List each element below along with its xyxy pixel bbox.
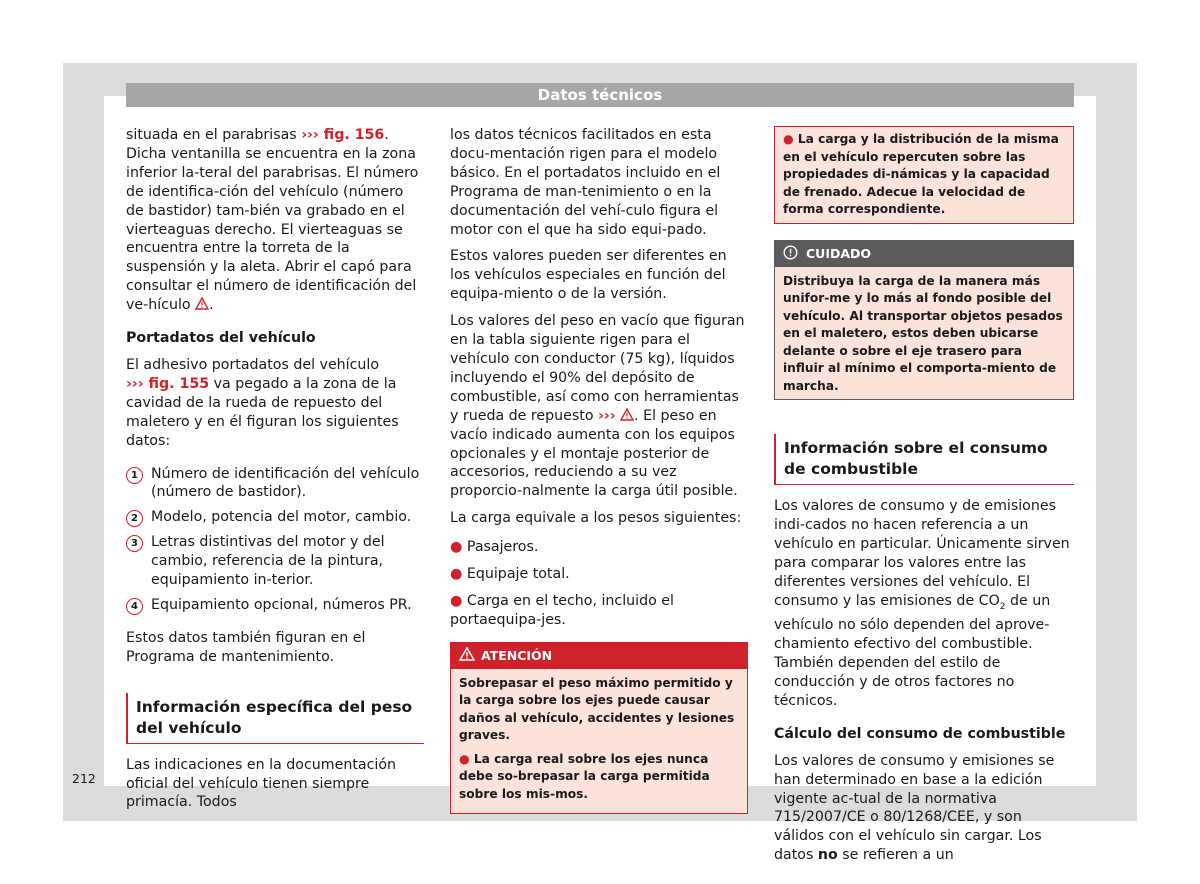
warning-link[interactable]: ›››: [598, 407, 616, 424]
subheading-calculo: Cálculo del consumo de combustible: [774, 725, 1066, 742]
section-heading-consumo: Información sobre el consumo de combustible: [774, 434, 1074, 485]
number-badge: 4: [126, 598, 143, 615]
paragraph-carga: La carga equivale a los pesos siguientes:: [450, 510, 742, 527]
paragraph-peso-vacio: Los valores del peso en vacío que figuran en la tabla siguiente rigen para el vehículo con conductor (75 kg), líquidos incluyendo el 90% del depósito de combustible, así como con herramientas y rueda de repuesto ››› . El peso en vacío indicado aumenta con los equipos opcionales y el montaje posterior de accesorios, reduciendo a su vez proporcio-nalmente la carga útil posible.: [450, 313, 745, 500]
fig-156-link[interactable]: ››› fig. 156: [301, 127, 385, 143]
column-2: [450, 126, 748, 814]
warning-triangle-icon: [195, 297, 209, 310]
column-1: [126, 126, 424, 820]
page-number: 212: [72, 771, 96, 786]
caution-body: Distribuya la carga de la manera más unifor-me y lo más al fondo posible del vehículo. Al transportar objetos pesados en el maletero, estos deben ubicarse delante o sobre el eje trasero para influir al mínimo el comporta-miento de marcha.: [783, 273, 1063, 393]
list-item: 1 Número de identificación del vehículo (número de bastidor).: [126, 465, 424, 503]
warning-triangle-icon: [459, 647, 475, 661]
caution-box: [774, 240, 1074, 401]
paragraph-vin-location: situada en el parabrisas ››› fig. 156. Dicha ventanilla se encuentra en la zona inferior la-teral del parabrisas. El número de identifica-ción del vehículo (número de bastidor) tam-bién va grabado en el vierteaguas derecho. El vierteaguas se encuentra entre la torreta de la suspensión y la aleta. Abrir el capó para consultar el número de identificación del ve-hículo .: [126, 127, 419, 314]
list-item: ● Equipaje total.: [450, 566, 570, 583]
number-badge: 2: [126, 510, 143, 527]
list-item: 3 Letras distintivas del motor y del cambio, referencia de la pintura, equipamiento in-terior.: [126, 533, 424, 590]
paragraph-indicaciones: Las indicaciones en la documentación oficial del vehículo tienen siempre primacía. Todos: [126, 756, 396, 811]
page-header: Datos técnicos: [126, 83, 1074, 107]
paragraph-calculo: Los valores de consumo y emisiones se han determinado en base a la edición vigente ac-tual de la normativa 715/2007/CE o 80/1268/CEE, y son válidos con el vehículo sin cargar. Los datos no se refieren a un: [774, 752, 1055, 864]
paragraph-valores: Estos valores pueden ser diferentes en los vehículos especiales en función del equipa-miento o de la versión.: [450, 248, 727, 303]
paragraph-consumo: Los valores de consumo y de emisiones indi-cados no hacen referencia a un vehículo en particular. Únicamente sirven para comparar los valores entre las diferentes versiones del vehículo. El consumo y las emisiones de $CO_2$ de un vehículo no sólo dependen del aprove-chamiento efectivo del combustible. También dependen del estilo de conducción y de otros factores no técnicos.: [774, 498, 1070, 709]
caution-header: CUIDADO: [775, 241, 1073, 267]
number-badge: 1: [126, 467, 143, 484]
paragraph-programa: Estos datos también figuran en el Programa de mantenimiento.: [126, 629, 366, 665]
numbered-list: [126, 465, 424, 615]
warning-box: [450, 642, 748, 815]
bullet-list: [450, 538, 748, 630]
fig-155-link[interactable]: ››› fig. 155: [126, 375, 210, 392]
paragraph-datos-tecnicos: los datos técnicos facilitados en esta docu-mentación rigen para el modelo básico. En el portadatos incluido en el Programa de man-tenimiento o en la documentación del vehí-culo figura el motor con el que ha sido equi-pado.: [450, 127, 721, 238]
number-badge: 3: [126, 535, 143, 552]
list-item: ● Carga en el techo, incluido el portaequipa-jes.: [450, 592, 674, 628]
warning-header: ATENCIÓN: [451, 643, 747, 669]
exclamation-circle-icon: [783, 245, 798, 260]
column-3: [774, 126, 1074, 873]
list-item: ● Pasajeros.: [450, 539, 539, 556]
warning-triangle-icon: [620, 408, 634, 421]
list-item: 2 Modelo, potencia del motor, cambio.: [126, 508, 424, 527]
list-item: 4 Equipamiento opcional, números PR.: [126, 596, 424, 615]
warning-box-continued: ● La carga y la distribución de la misma en el vehículo repercuten sobre las propiedades di-námicas y la capacidad de frenado. Adecue la velocidad de forma correspondiente.: [774, 126, 1074, 224]
paragraph-portadatos: El adhesivo portadatos del vehículo ››› fig. 155 va pegado a la zona de la cavidad de la rueda de repuesto del maletero y en él figuran los siguientes datos:: [126, 356, 399, 449]
subheading-portadatos: Portadatos del vehículo: [126, 330, 316, 347]
warning-body: Sobrepasar el peso máximo permitido y la carga sobre los ejes puede causar daños al vehículo, accidentes y lesiones graves. ● La carga real sobre los ejes nunca debe so-brepasar la carga permitida sobre los mis-mos.: [459, 675, 735, 801]
section-heading-peso: Información específica del peso del vehículo: [126, 693, 424, 744]
